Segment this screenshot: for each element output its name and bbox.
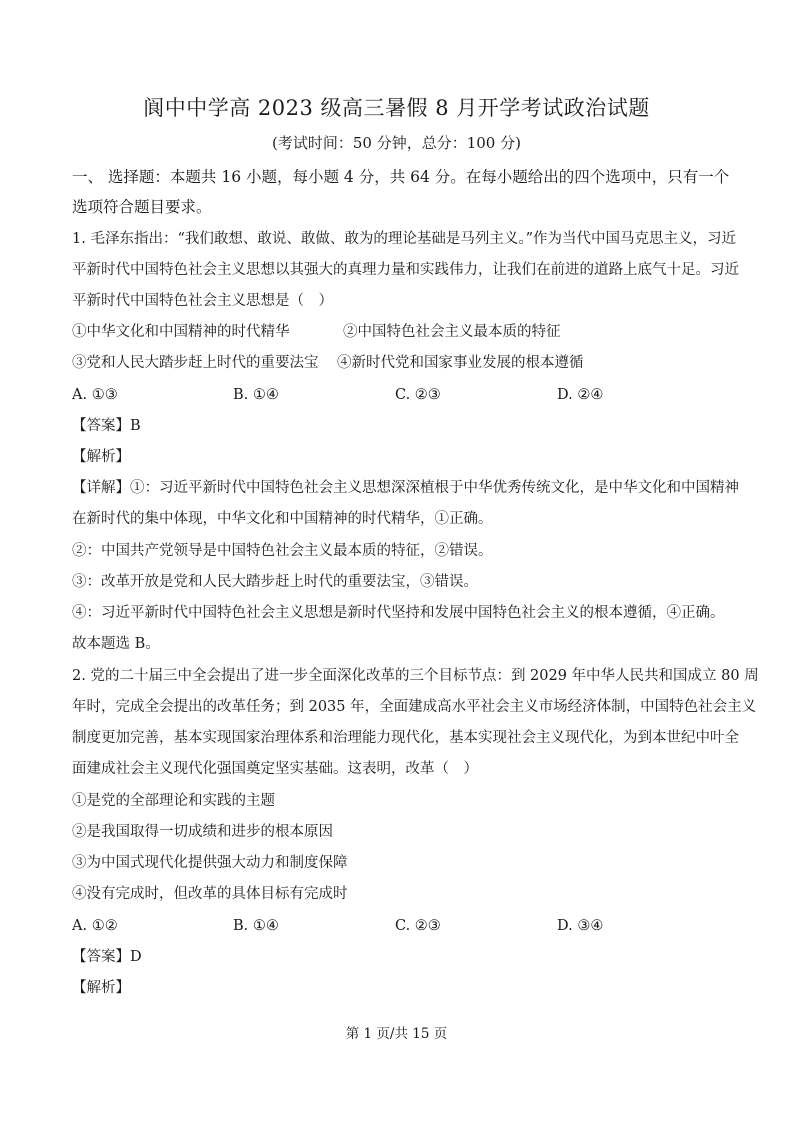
exam-info: (考试时间：50 分钟，总分：100 分)	[272, 134, 521, 152]
q1-option-b: B. ①④	[233, 387, 279, 403]
q1-detail-line6: 故本题选 B。	[72, 636, 160, 652]
q1-detail-line2: 在新时代的集中体现，中华文化和中国精神的时代精华，①正确。	[72, 511, 493, 527]
answer-tag: 【答案】	[72, 949, 130, 965]
q1-answer	[72, 415, 141, 437]
q1-analysis-tag: 【解析】	[72, 449, 130, 465]
q1-stem-line1: 1. 毛泽东指出：“我们敢想、敢说、敢做、敢为的理论基础是马列主义。”作为当代中国马克思主义，习近	[72, 231, 737, 247]
q1-statement-4: ④新时代党和国家事业发展的根本遵循	[337, 355, 584, 371]
q1-statement-1: ①中华文化和中国精神的时代精华	[72, 324, 290, 340]
q2-option-d: D. ③④	[557, 918, 604, 934]
q1-detail-line4: ③：改革开放是党和人民大踏步赶上时代的重要法宝，③错误。	[72, 574, 478, 590]
q2-answer	[72, 946, 142, 968]
q1-option-d: D. ②④	[557, 387, 604, 403]
q1-option-a: A. ①③	[72, 387, 118, 403]
page-number: 第 1 页/共 15 页	[345, 1026, 448, 1042]
q2-analysis-tag: 【解析】	[72, 980, 130, 996]
answer-value: D	[130, 949, 142, 965]
q1-statement-3: ③党和人民大踏步赶上时代的重要法宝	[72, 355, 319, 371]
q1-detail-line3: ②：中国共产党领导是中国特色社会主义最本质的特征，②错误。	[72, 543, 493, 559]
q2-option-c: C. ②③	[395, 918, 441, 934]
q2-statement-2: ②是我国取得一切成绩和进步的根本原因	[72, 824, 333, 840]
q1-option-c: C. ②③	[395, 387, 441, 403]
q1-statement-2: ②中国特色社会主义最本质的特征	[343, 324, 561, 340]
q1-detail-line1: 【详解】①：习近平新时代中国特色社会主义思想深深植根于中华优秀传统文化，是中华文化和中国精神	[72, 480, 739, 496]
q2-option-b: B. ①④	[233, 918, 279, 934]
q2-stem-line1: 2. 党的二十届三中全会提出了进一步全面深化改革的三个目标节点：到 2029 年中华人民共和国成立 80 周	[72, 668, 759, 684]
section-heading-line2: 选项符合题目要求。	[72, 198, 212, 216]
q2-stem-line2: 年时，完成全会提出的改革任务；到 2035 年，全面建成高水平社会主义市场经济体制，中国特色社会主义	[72, 699, 757, 715]
q2-stem-line4: 面建成社会主义现代化强国奠定坚实基础。这表明，改革（ ）	[72, 761, 478, 777]
q2-stem-line3: 制度更加完善，基本实现国家治理体系和治理能力现代化，基本实现社会主义现代化，为到本世纪中叶全	[72, 730, 739, 746]
q1-stem-line2: 平新时代中国特色社会主义思想以其强大的真理力量和实践伟力，让我们在前进的道路上底气十足。习近	[72, 262, 739, 278]
answer-tag: 【答案】	[72, 418, 130, 434]
q2-option-a: A. ①②	[72, 918, 118, 934]
q2-statement-1: ①是党的全部理论和实践的主题	[72, 793, 275, 809]
page-title: 阆中中学高 2023 级高三暑假 8 月开学考试政治试题	[143, 96, 650, 120]
q1-stem-line3: 平新时代中国特色社会主义思想是（ ）	[72, 293, 333, 309]
answer-value: B	[130, 418, 141, 434]
q2-statement-4: ④没有完成时，但改革的具体目标有完成时	[72, 886, 348, 902]
q1-detail-line5: ④：习近平新时代中国特色社会主义思想是新时代坚持和发展中国特色社会主义的根本遵循，④正确。	[72, 605, 725, 621]
section-heading-line1: 一、 选择题：本题共 16 小题，每小题 4 分，共 64 分。在每小题给出的四个选项中，只有一个	[72, 168, 730, 186]
q2-statement-3: ③为中国式现代化提供强大动力和制度保障	[72, 855, 348, 871]
